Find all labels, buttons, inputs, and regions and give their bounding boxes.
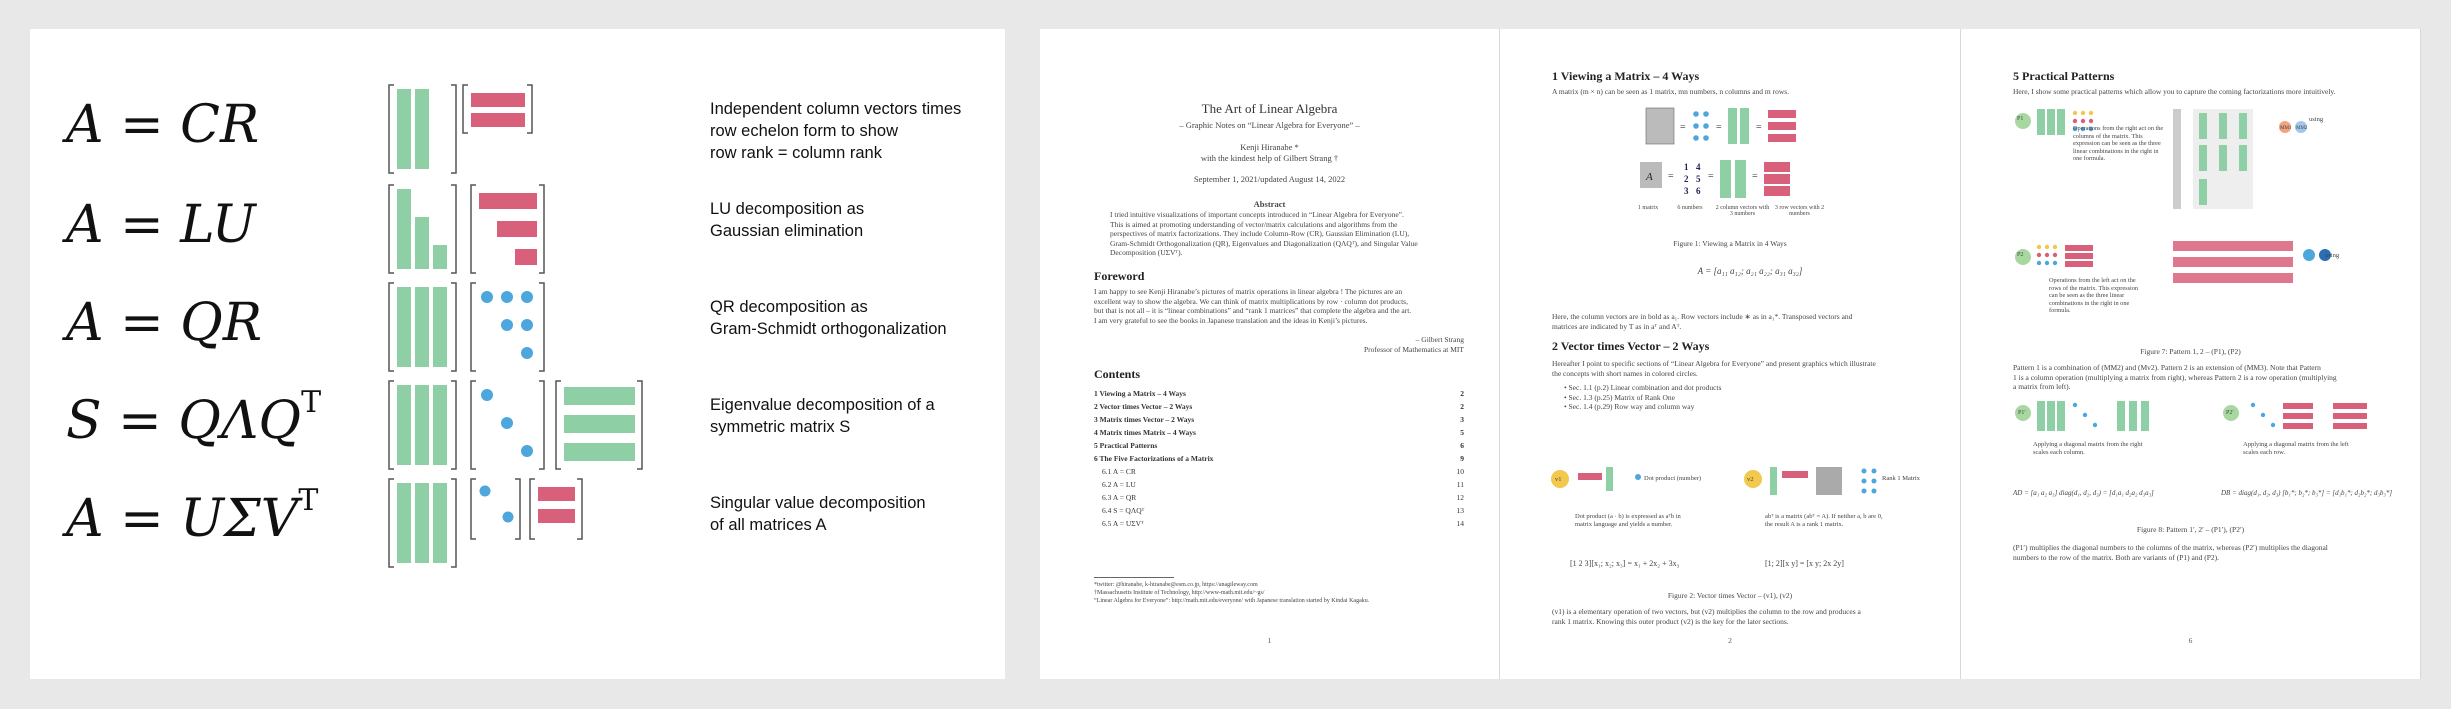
text-line: combinations in the right in one <box>2049 299 2130 307</box>
toc-entry[interactable] <box>1094 506 1464 515</box>
foreword-body <box>1094 287 1464 325</box>
svg-text:=: = <box>1716 122 1722 133</box>
toc-entry-label: 6.1 A = CR <box>1102 467 1136 476</box>
equation-cr: A = CR <box>66 95 260 155</box>
text-line: 1 is a column operation (multiplying a matrix from right), whereas Pattern 2 is a row operation (multiplying <box>2013 372 2337 382</box>
desc-line: Eigenvalue decomposition of a <box>710 396 935 414</box>
figure-caption: Figure 1: Viewing a Matrix in 4 Ways <box>1673 239 1787 248</box>
toc-entry-label: 6.2 A = LU <box>1102 480 1136 489</box>
p2-prime-note <box>2243 441 2403 457</box>
cr-figure <box>385 81 735 177</box>
text-line: Hereafter I point to specific sections of “Linear Algebra for Everyone” and present graphics which illustrate <box>1552 359 1876 368</box>
text-line: Operations from the right act on the <box>2073 125 2164 132</box>
notation-text <box>1552 312 1932 331</box>
text-line: Decomposition (UΣVᵀ). <box>1110 248 1183 257</box>
toc-page-number: 11 <box>1456 480 1464 489</box>
text-line: the result A is a rank 1 matrix. <box>1765 521 1844 528</box>
toc-entry[interactable] <box>1094 519 1464 528</box>
equation-svd: $A = U\Sigma V^T$ <box>66 483 319 549</box>
svg-text:6: 6 <box>1696 186 1701 196</box>
svg-text:3: 3 <box>1684 186 1689 196</box>
desc-line: Gaussian elimination <box>710 222 864 240</box>
qr-figure <box>385 279 735 375</box>
rank-1-label: Rank 1 Matrix <box>1882 475 1920 482</box>
fig1-label: 6 numbers <box>1677 205 1703 211</box>
section-heading: 2 Vector times Vector – 2 Ways <box>1552 339 1710 353</box>
text-line: I am very grateful to see the books in Japanese translation and the ideas in Kenji’s pictures. <box>1094 315 1368 325</box>
v2-note <box>1765 513 1935 529</box>
toc-entry[interactable] <box>1094 389 1464 398</box>
lu-description <box>710 198 1000 242</box>
fig1-label: 3 row vectors with 2 numbers <box>1774 205 1825 217</box>
toc-entry-label: 4 Matrix times Matrix – 4 Ways <box>1094 428 1196 437</box>
p2-prime-badge: P2′ <box>2226 410 2234 416</box>
toc-entry[interactable] <box>1094 454 1464 463</box>
abstract-body <box>1110 210 1440 258</box>
footnotes <box>1094 581 1474 605</box>
desc-line: symmetric matrix S <box>710 418 851 436</box>
page-number: 1 <box>1267 636 1272 645</box>
svg-text:=: = <box>1756 122 1762 133</box>
section-2-intro <box>1552 359 1932 378</box>
db-formula: DB = diag(d₁, d₂, d₃) [b₁*; b₂*; b₃*] = [d₁b₁*; d₂b₂*; d₃b₃*] <box>2221 489 2393 497</box>
text-line: columns of the matrix. This <box>2073 132 2143 140</box>
toc-entry[interactable] <box>1094 480 1464 489</box>
text-line: Gram-Schmidt Orthogonalization (QR), Eigenvalues and Diagonalization (QΛQᵀ), and Singular Value <box>1110 238 1418 248</box>
desc-line: Singular value decomposition <box>710 494 926 512</box>
desc-line: Gram-Schmidt orthogonalization <box>710 320 947 338</box>
toc-entry-label: 1 Viewing a Matrix – 4 Ways <box>1094 389 1186 398</box>
foreword-heading: Foreword <box>1094 269 1145 283</box>
row-lu <box>30 181 1005 277</box>
transpose-sup: T <box>298 483 319 518</box>
text-line: Professor of Mathematics at MIT <box>1364 344 1464 354</box>
mm2-badge: MM2 <box>2296 126 2308 131</box>
text-line: scales each column. <box>2033 449 2085 456</box>
text-line: (v1) is a elementary operation of two vectors, but (v2) multiplies the column to the row and produces a <box>1552 607 1861 616</box>
toc-entry-label: 6.4 S = QΛQᵀ <box>1102 506 1145 515</box>
svd-description <box>710 492 1000 536</box>
equation-lu: A = LU <box>66 195 256 255</box>
author-line: Kenji Hiranabe * <box>1240 142 1299 152</box>
toc-entry-label: 6.5 A = UΣVᵀ <box>1102 519 1144 528</box>
desc-line: QR decomposition as <box>710 298 868 316</box>
desc-line: LU decomposition as <box>710 200 865 218</box>
eigen-figure <box>385 377 735 473</box>
text-line: Operations from the left act on the <box>2049 277 2136 284</box>
svg-text:=: = <box>1668 171 1674 182</box>
text-line: numbers to the row of the matrix. Both are variants of (P1) and (P2). <box>2013 552 2219 562</box>
svg-text:4: 4 <box>1696 162 1701 172</box>
svd-figure <box>385 475 735 571</box>
text-line: – Gilbert Strang <box>1415 335 1464 344</box>
toc-page-number: 14 <box>1456 519 1464 528</box>
toc-page-number: 10 <box>1456 467 1464 476</box>
diagonal-explanation <box>2013 543 2403 562</box>
figure-caption: Figure 7: Pattern 1, 2 – (P1), (P2) <box>2140 347 2241 356</box>
p2-note <box>2049 277 2184 315</box>
footnote: *twitter: @hiranabe, k-hiranabe@esm.co.jp, https://anagileway.com <box>1094 582 1258 588</box>
document-page-2 <box>1500 29 1961 679</box>
desc-line: row rank = column rank <box>710 144 882 162</box>
footnote: †Massachusetts Institute of Technology, http://www-math.mit.edu/~gs/ <box>1094 590 1265 596</box>
contents-heading: Contents <box>1094 367 1141 381</box>
text-line: (P1′) multiplies the diagonal numbers to the columns of the matrix, whereas (P2′) multiplies the diagonal <box>2013 543 2328 552</box>
dot-product-label: Dot product (number) <box>1644 475 1702 482</box>
toc-entry-label: 2 Vector times Vector – 2 Ways <box>1094 402 1193 411</box>
text-line: expression can be seen as the three <box>2073 140 2161 148</box>
text-line: matrix language and yields a number. <box>1575 521 1673 528</box>
text-line: scales each row. <box>2243 449 2285 456</box>
v2-formula: [1; 2][x y] = [x y; 2x 2y] <box>1765 559 1844 568</box>
toc-entry-label: 3 Matrix times Vector – 2 Ways <box>1094 415 1195 424</box>
p2-badge: P2 <box>2017 252 2024 258</box>
p1-note <box>2073 125 2208 163</box>
foreword-signature <box>1094 335 1464 354</box>
lu-figure <box>385 181 735 277</box>
p1-badge: P1 <box>2017 116 2024 122</box>
row-svd <box>30 475 1005 571</box>
qr-description <box>710 296 1000 340</box>
text-line: Here, the column vectors are in bold as a₁. Row vectors include ∗ as in a₁*. Transposed vectors and <box>1552 312 1853 321</box>
text-line: rank 1 matrix. Knowing this outer product (v2) is the key for the later sections. <box>1552 616 1789 626</box>
page-number: 2 <box>1728 636 1732 645</box>
section-list <box>1564 383 1924 412</box>
v2-badge: v2 <box>1747 476 1754 483</box>
toc-entry[interactable] <box>1094 402 1464 411</box>
intro-text: A matrix (m × n) can be seen as 1 matrix, mn numbers, n columns and m rows. <box>1552 87 1790 96</box>
figure-caption: Figure 8: Pattern 1′, 2′ – (P1′), (P2′) <box>2136 525 2245 534</box>
toc-entry[interactable] <box>1094 467 1464 476</box>
intro-text: Here, I show some practical patterns which allow you to capture the coming factorizations more intuitively. <box>2013 87 2336 96</box>
toc-page-number: 2 <box>1460 402 1464 411</box>
document-page-1 <box>1040 29 1500 679</box>
v1-note <box>1575 513 1725 529</box>
row-eigen <box>30 377 1005 473</box>
row-cr <box>30 81 1005 177</box>
page-number: 6 <box>2188 636 2193 645</box>
text-line: a matrix from left). <box>2013 382 2071 391</box>
text-line: This is aimed at promoting understanding of vector/matrix calculations and algorithms from the <box>1110 219 1398 229</box>
abstract-heading: Abstract <box>1253 199 1286 209</box>
text-line: matrices are indicated by T as in aᵀ and Aᵀ. <box>1552 321 1682 331</box>
text-line: Applying a diagonal matrix from the right <box>2033 441 2143 448</box>
desc-line: Independent column vectors times <box>710 100 962 118</box>
date-line: September 1, 2021/updated August 14, 2022 <box>1193 174 1346 184</box>
document-title: The Art of Linear Algebra <box>1201 101 1338 116</box>
text-line: Applying a diagonal matrix from the left <box>2243 441 2349 448</box>
toc-entry-label: 6 The Five Factorizations of a Matrix <box>1094 454 1214 463</box>
text-line: I am happy to see Kenji Hiranabe’s pictures of matrix operations in linear algebra ! The pictures are an <box>1094 287 1403 296</box>
text-line: Pattern 1 is a combination of (MM2) and (Mv2). Pattern 2 is an extension of (MM3). Note that Pattern <box>2013 363 2321 372</box>
help-line: with the kindest help of Gilbert Strang † <box>1200 153 1339 163</box>
patterns-explanation <box>2013 363 2403 392</box>
text-line: one formula. <box>2073 155 2106 163</box>
text-line: but that is not all – it is “linear combinations” and “rank 1 matrices” that complete the algebra and the art. <box>1094 306 1412 315</box>
footnote: “Linear Algebra for Everyone”: http://math.mit.edu/everyone/ with Japanese translation started by Kindai Kagaku. <box>1094 598 1370 604</box>
svg-text:5: 5 <box>1696 174 1701 184</box>
using-label: using <box>2325 252 2340 259</box>
list-item: • Sec. 1.3 (p.25) Matrix of Rank One <box>1564 392 1675 402</box>
svg-text:=: = <box>1680 122 1686 133</box>
toc-entry[interactable] <box>1094 441 1464 450</box>
text-line: the concepts with short names in colored circles. <box>1552 368 1698 378</box>
text-line: perspectives of matrix factorizations. They include Column-Row (CR), Gaussian Elimination (LU), <box>1110 229 1410 238</box>
cr-description <box>710 98 1000 164</box>
section-heading: 5 Practical Patterns <box>2013 69 2115 83</box>
toc-page-number: 12 <box>1456 493 1464 502</box>
transpose-sup: T <box>301 385 322 420</box>
text-line: formula. <box>2049 307 2071 315</box>
text-line: can be seen as the three linear <box>2049 292 2125 300</box>
toc-entry-label: 5 Practical Patterns <box>1094 441 1158 450</box>
matrix-A-label: A <box>1646 171 1653 183</box>
eigen-description <box>710 394 1000 438</box>
ad-formula: AD = [a₁ a₂ a₃] diag(d₁, d₂, d₃) = [d₁a₁ d₂a₂ d₃a₃] <box>2013 489 2154 497</box>
toc-page-number: 5 <box>1460 428 1464 437</box>
svg-text:2: 2 <box>1684 174 1689 184</box>
equation-eigen: $S = Q\Lambda Q^T$ <box>66 385 322 451</box>
mm1-badge: MM1 <box>2280 126 2292 131</box>
row-qr <box>30 279 1005 375</box>
equation-qr: A = QR <box>66 293 262 353</box>
document-subtitle: – Graphic Notes on “Linear Algebra for Everyone” – <box>1179 120 1360 130</box>
closing-text <box>1552 607 1932 626</box>
desc-line: row echelon form to show <box>710 122 899 140</box>
text-line: abᵀ is a matrix (abᵀ = A). If neither a, b are 0, <box>1765 513 1883 520</box>
section-heading: 1 Viewing a Matrix – 4 Ways <box>1552 69 1700 83</box>
text-line: excellent way to show the algebra. We can think of matrix multiplications by row · column dot products, <box>1094 296 1408 306</box>
text-line: rows of the matrix. This expression <box>2049 284 2139 292</box>
toc-entry[interactable] <box>1094 428 1464 437</box>
toc-page-number: 6 <box>1460 441 1464 450</box>
svg-text:=: = <box>1752 171 1758 182</box>
svg-text:1: 1 <box>1684 162 1689 172</box>
document-page-6 <box>1961 29 2421 679</box>
v1-formula: [1 2 3][x₁; x₂; x₃] = x₁ + 2x₂ + 3x₃ <box>1570 559 1680 568</box>
v1-badge: v1 <box>1555 476 1562 483</box>
toc-entry[interactable] <box>1094 415 1464 424</box>
matrix-A-equation: A = [a₁₁ a₁₂; a₂₁ a₂₂; a₃₁ a₃₂] <box>1697 266 1803 276</box>
using-label: using <box>2309 116 2324 123</box>
fig1-label: 2 column vectors with 3 numbers <box>1715 205 1770 217</box>
toc-page-number: 9 <box>1460 454 1464 463</box>
footnote-rule <box>1094 577 1174 578</box>
p1-prime-badge: P1′ <box>2018 410 2026 416</box>
text-line: linear combinations in the right in <box>2073 147 2159 155</box>
list-item: • Sec. 1.1 (p.2) Linear combination and dot products <box>1564 383 1722 392</box>
fig1-label: 1 matrix <box>1637 205 1659 211</box>
toc-page-number: 3 <box>1460 415 1464 424</box>
toc-entry[interactable] <box>1094 493 1464 502</box>
svg-text:=: = <box>1708 171 1714 182</box>
text-line: Dot product (a · b) is expressed as aᵀb in <box>1575 513 1681 520</box>
toc-page-number: 13 <box>1456 506 1464 515</box>
figure-caption: Figure 2: Vector times Vector – (v1), (v2) <box>1667 591 1793 600</box>
text-line: I tried intuitive visualizations of important concepts introduced in “Linear Algebra for Everyone”. <box>1110 210 1404 219</box>
desc-line: of all matrices A <box>710 516 827 534</box>
p1-prime-note <box>2033 441 2193 457</box>
toc-page-number: 2 <box>1460 389 1464 398</box>
toc-entry-label: 6.3 A = QR <box>1102 493 1137 502</box>
list-item: • Sec. 1.4 (p.29) Row way and column way <box>1564 402 1695 411</box>
factorization-summary-panel <box>30 29 1005 679</box>
